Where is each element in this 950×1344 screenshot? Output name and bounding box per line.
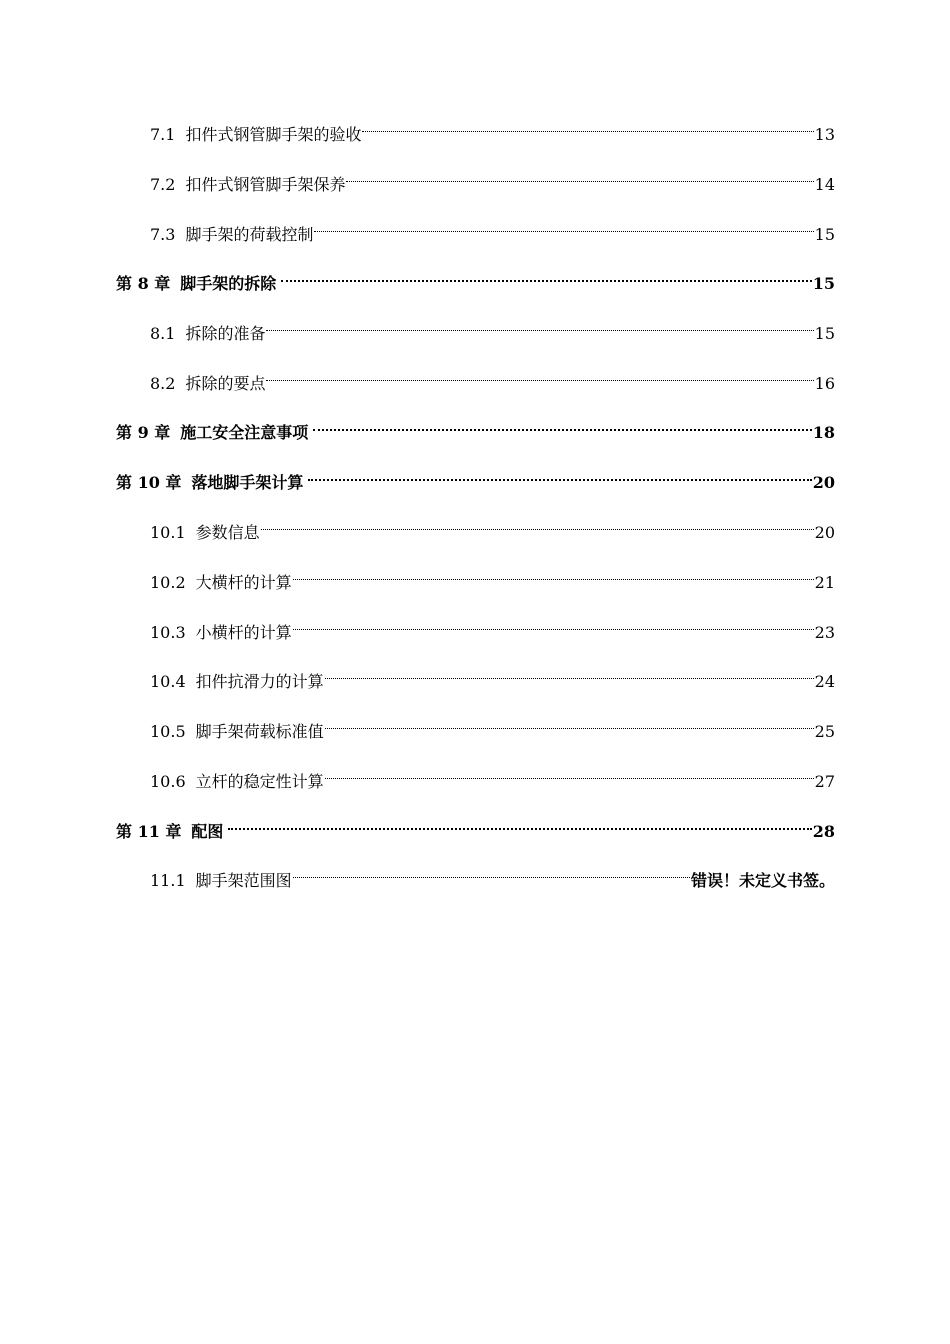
toc-dot-leader (228, 807, 811, 837)
toc-dot-leader (293, 558, 814, 588)
toc-page-number: 16 (814, 374, 835, 393)
toc-entry-10-6[interactable] (150, 757, 835, 791)
toc-title: 小横杆的计算 (195, 623, 292, 642)
toc-number: 10.4 (150, 672, 186, 691)
toc-number: 7.3 (150, 225, 176, 244)
toc-page-number: 18 (812, 423, 835, 442)
toc-chapter-number: 第 9 章 (116, 423, 171, 442)
toc-number: 8.2 (150, 374, 176, 393)
toc-page-number: 15 (814, 324, 835, 343)
toc-dot-leader (293, 856, 690, 886)
toc-chapter-number: 第 10 章 (116, 473, 182, 492)
toc-number: 10.1 (150, 523, 186, 542)
toc-number: 10.2 (150, 573, 186, 592)
toc-dot-leader (325, 757, 814, 787)
toc-dot-leader (313, 408, 811, 438)
toc-bookmark-error: 错误！未定义书签。 (690, 871, 835, 890)
toc-number: 11.1 (150, 871, 186, 890)
toc-chapter-number: 第 11 章 (116, 822, 182, 841)
toc-page-number: 20 (812, 473, 835, 492)
toc-page-number: 20 (814, 523, 835, 542)
toc-dot-leader (266, 359, 813, 389)
toc-entry-chapter-8[interactable] (116, 259, 835, 293)
toc-title: 脚手架的荷载控制 (185, 225, 314, 244)
toc-dot-leader (346, 160, 813, 190)
toc-title: 参数信息 (195, 523, 260, 542)
toc-entry-chapter-9[interactable] (116, 408, 835, 442)
toc-page-number: 14 (814, 175, 835, 194)
toc-title: 拆除的准备 (185, 324, 266, 343)
toc-title: 立杆的稳定性计算 (195, 772, 324, 791)
toc-entry-10-5[interactable] (150, 707, 835, 741)
toc-entry-chapter-10[interactable] (116, 458, 835, 492)
toc-dot-leader (325, 707, 814, 737)
toc-dot-leader (325, 657, 814, 687)
toc-entry-10-4[interactable] (150, 657, 835, 691)
toc-dot-leader (362, 110, 813, 140)
toc-entry-7-2[interactable] (150, 160, 835, 194)
toc-title: 大横杆的计算 (195, 573, 292, 592)
toc-page-number: 21 (814, 573, 835, 592)
toc-entry-8-2[interactable] (150, 359, 835, 393)
toc-entry-10-2[interactable] (150, 558, 835, 592)
toc-dot-leader (261, 508, 814, 538)
toc-entry-11-1[interactable] (150, 856, 835, 890)
toc-page-number: 25 (814, 722, 835, 741)
toc-entry-8-1[interactable] (150, 309, 835, 343)
toc-title: 脚手架的拆除 (180, 274, 277, 293)
toc-page-number: 27 (814, 772, 835, 791)
toc-dot-leader (314, 210, 813, 240)
toc-title: 落地脚手架计算 (191, 473, 304, 492)
toc-number: 10.6 (150, 772, 186, 791)
toc-number: 10.3 (150, 623, 186, 642)
toc-entry-10-3[interactable] (150, 608, 835, 642)
toc-entry-7-1[interactable] (150, 110, 835, 144)
toc-chapter-number: 第 8 章 (116, 274, 171, 293)
toc-dot-leader (281, 259, 811, 289)
toc-page-number: 15 (814, 225, 835, 244)
toc-title: 脚手架荷载标准值 (195, 722, 324, 741)
toc-title: 扣件式钢管脚手架的验收 (185, 125, 362, 144)
toc-title: 脚手架范围图 (195, 871, 292, 890)
toc-number: 7.2 (150, 175, 176, 194)
toc-entry-7-3[interactable] (150, 210, 835, 244)
toc-page-number: 23 (814, 623, 835, 642)
toc-number: 8.1 (150, 324, 176, 343)
toc-title: 拆除的要点 (185, 374, 266, 393)
toc-number: 7.1 (150, 125, 176, 144)
toc-entry-10-1[interactable] (150, 508, 835, 542)
toc-page-number: 28 (812, 822, 835, 841)
toc-page-number: 24 (814, 672, 835, 691)
toc-title: 扣件抗滑力的计算 (195, 672, 324, 691)
toc-page-number: 13 (814, 125, 835, 144)
toc-entry-chapter-11[interactable] (116, 807, 835, 841)
toc-title: 施工安全注意事项 (180, 423, 309, 442)
toc-dot-leader (308, 458, 811, 488)
toc-number: 10.5 (150, 722, 186, 741)
toc-dot-leader (293, 608, 814, 638)
toc-page-number: 15 (812, 274, 835, 293)
toc-dot-leader (266, 309, 813, 339)
toc-title: 扣件式钢管脚手架保养 (185, 175, 346, 194)
toc-title: 配图 (191, 822, 224, 841)
